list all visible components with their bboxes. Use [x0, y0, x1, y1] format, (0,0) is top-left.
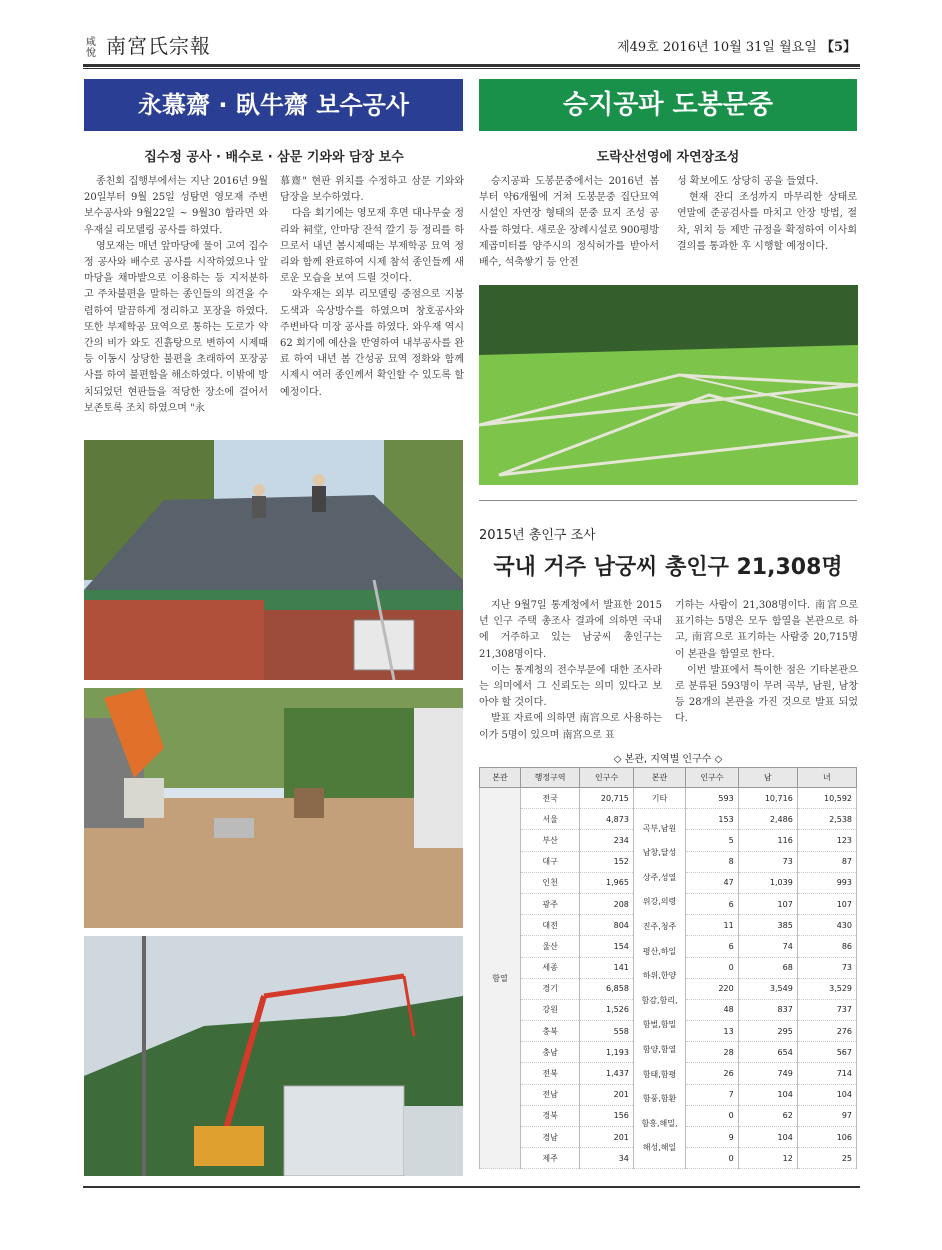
table-cell: 서울 — [520, 809, 579, 830]
table-cell: 26 — [686, 1063, 739, 1084]
table-cell: 부산 — [520, 830, 579, 851]
table-cell: 인천 — [520, 872, 579, 893]
table-cell: 강원 — [520, 999, 579, 1020]
paragraph: 이는 통계청의 전수부문에 대한 조사라는 의미에서 그 신뢰도는 의미 있다고 보아야 할 것이다. — [479, 664, 662, 709]
table-cell: 141 — [580, 957, 634, 978]
table-cell: 전북 — [520, 1063, 579, 1084]
header-rule-thin — [83, 68, 860, 69]
header-rule — [83, 64, 860, 67]
table-cell: 제주 — [520, 1148, 579, 1169]
col-header: 인구수 — [580, 768, 634, 788]
census-title: 국내 거주 남궁씨 총인구 21,308명 — [493, 555, 843, 580]
table-cell: 837 — [738, 999, 797, 1020]
table-cell: 116 — [738, 830, 797, 851]
other-bongwan-item: 위강,의령 — [642, 897, 677, 907]
census-kicker: 2015년 총인구 조사 — [479, 528, 596, 543]
table-cell: 104 — [738, 1084, 797, 1105]
table-cell: 9 — [686, 1127, 739, 1148]
table-cell: 11 — [686, 915, 739, 936]
table-cell: 7 — [686, 1084, 739, 1105]
left-col-2 — [280, 174, 464, 401]
table-cell: 73 — [738, 851, 797, 872]
col-header: 녀 — [797, 768, 856, 788]
footer-rule — [83, 1186, 860, 1188]
table-cell: 1,039 — [738, 872, 797, 893]
col-header: 인구수 — [686, 768, 739, 788]
table-cell: 3,529 — [797, 978, 856, 999]
table-cell: 1,965 — [580, 872, 634, 893]
table-cell: 2,538 — [797, 809, 856, 830]
table-cell: 749 — [738, 1063, 797, 1084]
masthead-title: 南宮氏宗報 — [106, 34, 211, 58]
other-bongwan-item: 함풍,함환 — [642, 1094, 677, 1104]
table-cell: 10,716 — [738, 788, 797, 809]
table-cell: 68 — [738, 957, 797, 978]
paragraph: 종친회 집행부에서는 지난 2016년 9월20일부터 9월 25일 성탐면 영모재 주변 보수공사와 9월22일 ~ 9월30 함라면 와우재실 리모델링 공사를 하였다. — [84, 176, 268, 236]
other-bongwan-item: 진주,청주 — [642, 922, 677, 931]
table-cell: 세종 — [520, 957, 579, 978]
table-cell: 234 — [580, 830, 634, 851]
page-number: 【5】 — [820, 40, 856, 55]
right-subhead: 도락산선영에 자연장조성 — [596, 150, 740, 165]
other-bongwan-item: 함태,함평 — [642, 1069, 677, 1079]
table-cell — [633, 809, 685, 1169]
table-cell: 34 — [580, 1148, 634, 1169]
table-cell: 4,873 — [580, 809, 634, 830]
paragraph: 지난 9월7일 통계청에서 발표한 2015년 인구 주택 총조사 결과에 의하면 국내에 거주하고 있는 남궁씨 총인구는 21,308명이다. — [479, 600, 662, 660]
table-cell: 47 — [686, 872, 739, 893]
paragraph: 승지공파 도봉문중에서는 2016년 봄부터 약6개월에 거쳐 도봉문중 집단묘역 시설인 자연장 형태의 문중 묘지 조성 공사를 하였다. 새로운 장례시설로 900평방제곱미터를 양주시의 정식허가를 받아서 배수, 석축쌓기 등 안전 — [479, 176, 659, 269]
table-cell: 13 — [686, 1021, 739, 1042]
table-cell: 6 — [686, 936, 739, 957]
other-bongwan-item: 해성,해일 — [642, 1143, 677, 1153]
excavator-photo — [84, 688, 463, 928]
table-body — [480, 788, 857, 1169]
paragraph: 성 확보에도 상당히 공을 들였다. — [677, 176, 819, 187]
table-caption: ◇ 본관, 지역별 인구수 ◇ — [613, 754, 723, 765]
other-bongwan-item: 함감,함리, — [641, 995, 678, 1005]
masthead-logo — [86, 30, 211, 59]
table-cell: 2,486 — [738, 809, 797, 830]
table-cell: 울산 — [520, 936, 579, 957]
other-bongwan-item: 상주,성열 — [642, 872, 677, 882]
table-cell: 152 — [580, 851, 634, 872]
col-header: 본관 — [633, 768, 685, 788]
other-bongwan-item: 남창,달성 — [642, 848, 677, 858]
table-cell: 62 — [738, 1105, 797, 1126]
table-cell: 567 — [797, 1042, 856, 1063]
table-cell: 0 — [686, 1148, 739, 1169]
table-cell: 경기 — [520, 978, 579, 999]
table-cell: 1,437 — [580, 1063, 634, 1084]
table-cell: 8 — [686, 851, 739, 872]
paragraph: 기하는 사람이 21,308명이다. 南宮으로 표기하는 5명은 모두 함열을 본관으로 하고, 南宮으로 표기하는 사람중 20,715명이 본관을 함열로 한다. — [675, 600, 858, 660]
table-cell: 154 — [580, 936, 634, 957]
table-cell: 107 — [797, 893, 856, 914]
left-subhead: 집수정 공사 · 배수로 · 삼문 기와와 담장 보수 — [144, 150, 404, 165]
table-cell: 208 — [580, 893, 634, 914]
table-row — [480, 788, 857, 809]
table-cell: 대전 — [520, 915, 579, 936]
table-cell: 5 — [686, 830, 739, 851]
table-cell: 28 — [686, 1042, 739, 1063]
table-cell: 201 — [580, 1084, 634, 1105]
table-cell: 충북 — [520, 1021, 579, 1042]
other-bongwan-item: 평산,하일 — [642, 946, 677, 956]
right-col-1 — [479, 174, 659, 271]
paragraph: 다음 회기에는 영모재 후면 대나무숲 정리와 祠堂, 안마당 잔석 깔기 등 정리를 하므로서 내년 봄시제때는 부제학공 묘역 정리와 함께 완료하여 시제 참석 종인들께 새로운 모습을 보여 드릴 것이다. — [280, 208, 464, 285]
table-cell: 737 — [797, 999, 856, 1020]
other-bongwan-item: 함벌,함밀 — [642, 1020, 677, 1030]
table-cell: 654 — [738, 1042, 797, 1063]
table-cell: 993 — [797, 872, 856, 893]
issue-info — [617, 36, 856, 55]
table-cell: 대구 — [520, 851, 579, 872]
col-header: 행정구역 — [520, 768, 579, 788]
paragraph: 慕齋" 현판 위치를 수정하고 삼문 기와와 담장을 보수하였다. — [280, 176, 464, 204]
table-cell: 기타 — [633, 788, 685, 809]
table-cell: 153 — [686, 809, 739, 830]
table-cell: 97 — [797, 1105, 856, 1126]
table-cell: 충남 — [520, 1042, 579, 1063]
table-cell: 경남 — [520, 1127, 579, 1148]
table-cell: 0 — [686, 957, 739, 978]
table-cell: 104 — [797, 1084, 856, 1105]
table-cell: 593 — [686, 788, 739, 809]
table-cell: 558 — [580, 1021, 634, 1042]
table-cell: 295 — [738, 1021, 797, 1042]
table-header-row — [480, 768, 857, 788]
census-col-1 — [479, 598, 662, 744]
col-header: 남 — [738, 768, 797, 788]
table-cell: 104 — [738, 1127, 797, 1148]
masthead-small: 咸悅 — [86, 36, 97, 59]
other-bongwan-item: 곡부,남원 — [642, 823, 677, 833]
paragraph: 와우재는 외부 리모델링 중점으로 지붕 도색과 옥상방수를 하였으며 창호공사와 주변바닥 미장 공사를 하였다. 와우재 역시 62 회기에 예산을 반영하여 내부공사를 완료 하여 내년 봄 간성공 묘역 정화와 함께 시제시 여러 종인께서 확인할 수 있도록 할 예정이다. — [280, 289, 464, 398]
roof-repair-photo — [84, 440, 463, 680]
table-cell: 1,526 — [580, 999, 634, 1020]
table-cell: 경북 — [520, 1105, 579, 1126]
table-cell: 함열 — [480, 788, 521, 1169]
right-banner: 승지공파 도봉문중 — [479, 79, 857, 131]
other-bongwan-item: 하위,한양 — [642, 971, 677, 981]
table-cell: 86 — [797, 936, 856, 957]
table-cell: 6 — [686, 893, 739, 914]
table-cell: 87 — [797, 851, 856, 872]
paragraph: 발표 자료에 의하면 南宮으로 사용하는 이가 5명이 있으며 南宮으로 표 — [479, 713, 662, 741]
table-cell: 전남 — [520, 1084, 579, 1105]
table-cell: 201 — [580, 1127, 634, 1148]
table-cell: 3,549 — [738, 978, 797, 999]
table-cell: 276 — [797, 1021, 856, 1042]
table-cell: 10,592 — [797, 788, 856, 809]
table-cell: 6,858 — [580, 978, 634, 999]
census-col-2 — [675, 598, 858, 728]
left-banner: 永慕齋 · 臥牛齋 보수공사 — [84, 79, 463, 131]
left-col-1 — [84, 174, 268, 417]
table-cell: 74 — [738, 936, 797, 957]
table-cell: 106 — [797, 1127, 856, 1148]
table-cell: 12 — [738, 1148, 797, 1169]
table-cell: 1,193 — [580, 1042, 634, 1063]
col-header: 본관 — [480, 768, 521, 788]
table-cell: 0 — [686, 1105, 739, 1126]
table-cell: 전국 — [520, 788, 579, 809]
right-col-2 — [677, 174, 857, 255]
concrete-pump-photo — [84, 936, 463, 1176]
table-cell: 25 — [797, 1148, 856, 1169]
section-rule — [479, 500, 857, 501]
paragraph: 현재 잔디 조성까지 마무리한 상태로 연말에 준공검사를 마치고 안장 방법, 절차, 위치 등 제반 규정을 확정하여 이사회 결의를 통과한 후 시행할 예정이다. — [677, 192, 857, 252]
table-cell: 714 — [797, 1063, 856, 1084]
table-row — [480, 809, 857, 830]
table-cell: 107 — [738, 893, 797, 914]
table-cell: 73 — [797, 957, 856, 978]
paragraph: 영모재는 매년 앞마당에 물이 고여 집수정 공사와 배수로 공사를 시작하였으나 앞마당을 채마밭으로 이용하는 등 지저분하고 주차불편을 말하는 종인들의 의견을 수렴하여 말끔하게 정리하고 포장을 하였다. 또한 부제학공 묘역으로 통하는 도로가 약간의 비가 와도 진흙탕으로 변하여 시제때 등 이동시 상당한 불편을 초래하여 포장공사를 하여 불편함을 해소하였다. 이밖에 방치되었던 현판들을 적당한 장소에 걸어서 보존토록 조치 하였으며 "永 — [84, 240, 268, 414]
paragraph: 이번 발표에서 특이한 점은 기타본관으로 분류된 593명이 무려 곡부, 남원, 남창 등 28개의 본관을 가진 것으로 발표 되었다. — [675, 664, 858, 725]
table-cell: 20,715 — [580, 788, 634, 809]
census-table — [479, 767, 857, 1169]
table-cell: 430 — [797, 915, 856, 936]
table-cell: 804 — [580, 915, 634, 936]
table-cell: 385 — [738, 915, 797, 936]
table-cell: 광주 — [520, 893, 579, 914]
table-cell: 156 — [580, 1105, 634, 1126]
table-cell: 220 — [686, 978, 739, 999]
issue-date: 제49호 2016년 10월 31일 월요일 — [617, 40, 817, 55]
other-bongwan-item: 함양,함열 — [642, 1044, 677, 1054]
other-bongwan-item: 함흥,해밀, — [641, 1118, 678, 1128]
table-cell: 48 — [686, 999, 739, 1020]
table-cell: 123 — [797, 830, 856, 851]
burial-ground-photo — [479, 285, 858, 485]
